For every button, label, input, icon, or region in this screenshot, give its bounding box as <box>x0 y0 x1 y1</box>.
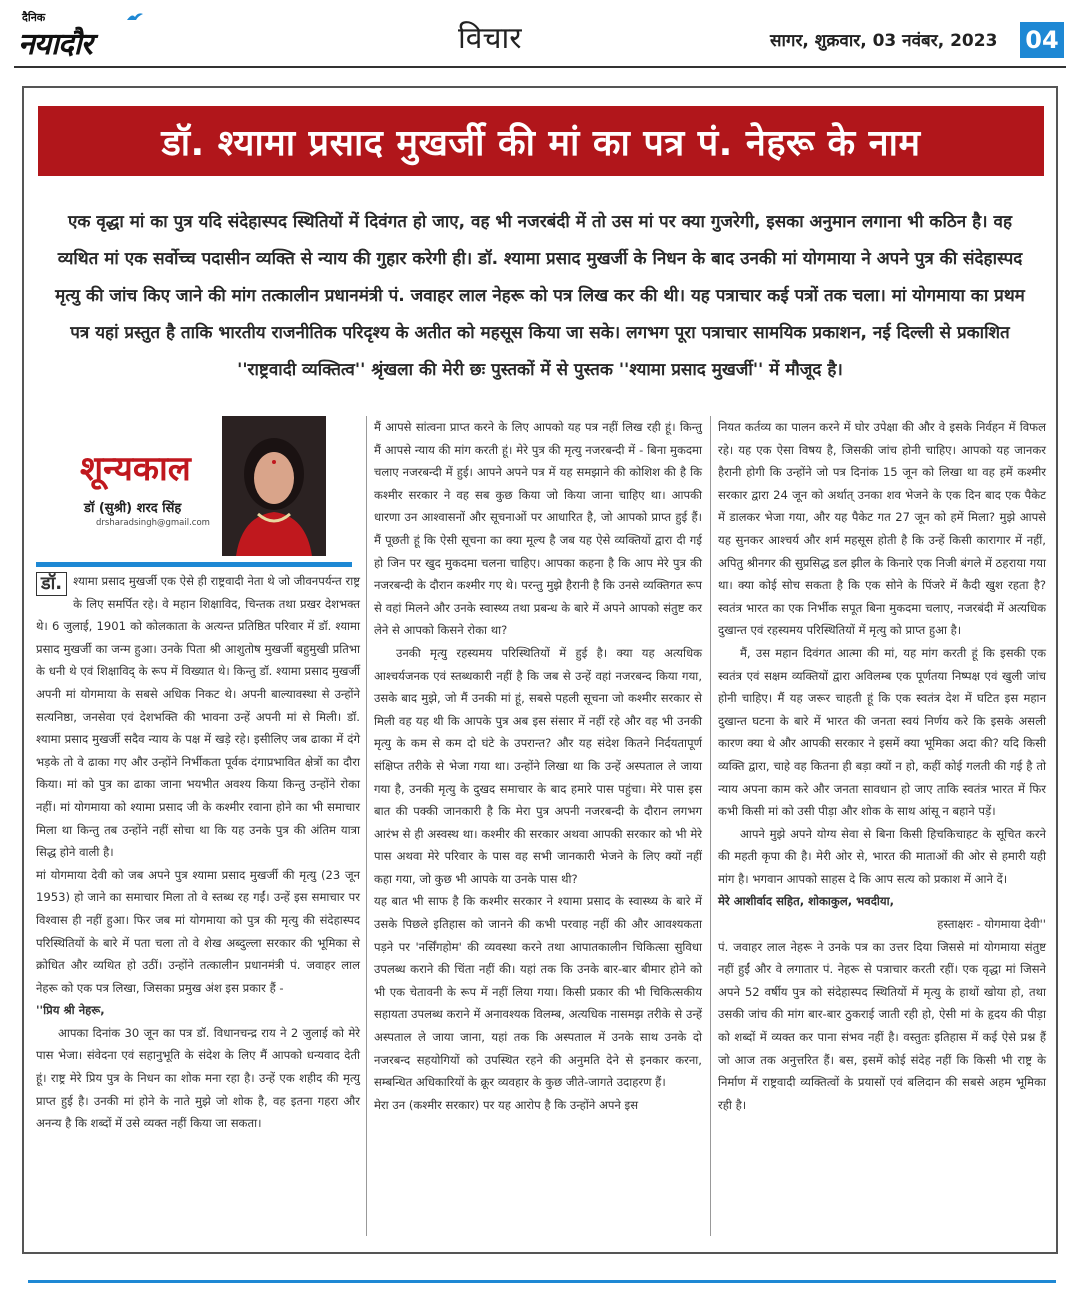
col1-paragraph-2: मां योगमाया देवी को जब अपने पुत्र श्यामा प्रसाद मुखर्जी की मृत्यु (23 जून 1953) हो जाने का समाचार मिला तो वे स्तब्ध रह गईं। उन्हें इस समाचार पर विश्वास ही नहीं हुआ। फिर जब मां योगमाया को पुत्र की मृत्यु की संदेहास्पद परिस्थितियों के बारे में पता चला तो वे शेख अब्दुल्ला सरकार की भूमिका से क्रोधित और व्यथित हो उठीं। उन्होंने तत्कालीन प्रधानमंत्री पं. जवाहर लाल नेहरू को एक पत्र लिखा, जिसका प्रमुख अंश इस प्रकार हैं - <box>36 867 360 995</box>
col2-paragraph-1: मैं आपसे सांत्वना प्राप्त करने के लिए आपको यह पत्र नहीं लिख रही हूं। किन्तु मैं आपसे न्याय की मांग करती हूं। मेरे पुत्र की मृत्यु नजरबन्दी में - बिना मुकदमा चलाए नजरबन्दी में हुई। आपने अपने पत्र में यह समझाने की कोशिश की है कि कश्मीर सरकार ने वह सब कुछ किया जो किया जाना चाहिए था। आपकी धारणा उन आश्वासनों और सूचनाओं पर आधारित है, जो आपको प्राप्त हुई हैं। मैं पूछती हूं कि ऐसी सूचना का क्या मूल्य है जब यह ऐसे व्यक्तियों द्वारा दी गई हो जिन पर खुद मुकदमा चलना चाहिए। आपका कहना है कि आप मेरे पुत्र की नजरबन्दी के दौरान कश्मीर गए थे। परन्तु मुझे हैरानी है कि उनसे व्यक्तिगत रूप से वहां मिलने और उनके स्वास्थ्य तथा प्रबन्ध के बारे में अपने आपको संतुष्ट कर लेने से आपको किसने रोका था? <box>374 420 702 638</box>
author-name: डॉ (सुश्री) शरद सिंह <box>84 501 182 516</box>
letter-signature: हस्ताक्षरः - योगमाया देवी'' <box>937 917 1046 932</box>
letter-salutation: ''प्रिय श्री नेहरू, <box>36 1003 105 1018</box>
column-name: शून्यकाल <box>80 449 191 489</box>
col3-paragraph-4: पं. जवाहर लाल नेहरू ने उनके पत्र का उत्तर दिया जिससे मां योगमाया संतुष्ट नहीं हुईं और वे लगातार पं. नेहरू से पत्राचार करती रहीं। एक वृद्धा मां जिसने अपने 52 वर्षीय पुत्र को संदेहास्पद स्थितियों में मृत्यु के हाथों खोया हो, तथा उसकी जांच की मांग बार-बार ठुकराई जाती रही हो, ऐसी मां के हृदय की पीड़ा को शब्दों में व्यक्त कर पाना संभव नहीं है। वस्तुतः इतिहास में कई ऐसे प्रश्न हैं जो आज तक अनुत्तरित हैं। बस, इसमें कोई संदेह नहीं कि किसी भी राष्ट्र के निर्माण में राष्ट्रवादी व्यक्तित्वों के प्रयासों एवं बलिदान की सबसे अहम भूमिका रही है। <box>718 939 1046 1112</box>
newspaper-logo[interactable] <box>14 10 164 60</box>
col1-paragraph-1 <box>36 570 360 864</box>
masthead-rule <box>14 66 1066 68</box>
logo-prefix: दैनिक <box>22 11 46 24</box>
col3-paragraph-3: आपने मुझे अपने योग्य सेवा से बिना किसी हिचकिचाहट के सूचित करने की महती कृपा की है। मेरी ओर से, भारत की माताओं की ओर से हमारी यही मांग है। भगवान आपको साहस दे कि आप सत्य को प्रकाश में आने दें। <box>718 826 1046 886</box>
section-title: विचार <box>458 21 522 56</box>
col1-p1-text: श्यामा प्रसाद मुखर्जी एक ऐसे ही राष्ट्रवादी नेता थे जो जीवनपर्यन्त राष्ट्र के लिए समर्पित रहे। वे महान शिक्षाविद, चिन्तक तथा प्रखर देशभक्त थे। 6 जुलाई, 1901 को कोलकाता के अत्यन्त प्रतिष्ठित परिवार में डॉ. श्यामा प्रसाद मुखर्जी का जन्म हुआ। उनके पिता श्री आशुतोष मुखर्जी बहुमुखी प्रतिभा के धनी थे एवं शिक्षाविद् के रूप में विख्यात थे। किन्तु डॉ. श्यामा प्रसाद मुखर्जी अपनी मां योगमाया के सबसे अधिक निकट थे। अपनी बाल्यावस्था से उन्होंने सत्यनिष्ठा, जनसेवा एवं देशभक्ति की भावना उन्हें अपनी मां से मिली। डॉ. श्यामा प्रसाद मुखर्जी सदैव न्याय के पक्ष में खड़े रहे। इसीलिए जब ढाका में दंगे भड़के तो वे ढाका गए और उन्होंने निर्भीकता पूर्वक दंगाप्रभावित क्षेत्रों का दौरा किया। मां को पुत्र का ढाका जाना भयभीत अवश्य किया किन्तु उन्होंने रोका नहीं। मां योगमाया को श्यामा प्रसाद जी के कश्मीर रवाना होने का भी समाचार मिला था किन्तु तब उन्होंने नहीं सोचा था कि यह उनके पुत्र की अंतिम यात्रा सिद्ध होने वाली है। <box>36 574 360 860</box>
bottom-rule <box>28 1280 1056 1283</box>
intro-paragraph: एक वृद्धा मां का पुत्र यदि संदेहास्पद स्थितियों में दिवंगत हो जाए, वह भी नजरबंदी में तो उस मां पर क्या गुजरेगी, इसका अनुमान लगाना भी कठिन है। वह व्यथित मां एक सर्वोच्च पदासीन व्यक्ति से न्याय की गुहार करेगी ही। डॉ. श्यामा प्रसाद मुखर्जी के निधन के बाद उनकी मां योगमाया ने अपने पुत्र की संदेहास्पद मृत्यु की जांच किए जाने की मांग तत्कालीन प्रधानमंत्री पं. जवाहर लाल नेहरू को पत्र लिख कर की थी। यह पत्राचार कई पत्रों तक चला। मां योगमाया का प्रथम पत्र यहां प्रस्तुत है ताकि भारतीय राजनीतिक परिदृश्य के अतीत को महसूस किया जा सके। लगभग पूरा पत्राचार सामयिक प्रकाशन, नई दिल्ली से प्रकाशित ''राष्ट्रवादी व्यक्तित्व'' श्रृंखला की मेरी छः पुस्तकों में से पुस्तक ''श्यामा प्रसाद मुखर्जी'' में मौजूद है। <box>55 212 1025 380</box>
column-byline <box>36 414 352 564</box>
column-1 <box>36 570 360 1135</box>
logo-name: नयादौर <box>18 27 92 62</box>
column-divider-1 <box>366 416 367 1236</box>
column-divider-2 <box>710 416 711 1236</box>
headline-banner <box>38 106 1044 176</box>
col2-paragraph-4: मेरा उन (कश्मीर सरकार) पर यह आरोप है कि उन्होंने अपने इस <box>374 1097 639 1112</box>
col2-paragraph-3: यह बात भी साफ है कि कश्मीर सरकार ने श्यामा प्रसाद के स्वास्थ्य के बारे में उसके पिछले इतिहास को जानने की कभी परवाह नहीं की और आवश्यकता पड़ने पर 'नर्सिंगहोम' की व्यवस्था करने तथा आपातकालीन चिकित्सा सुविधा उपलब्ध कराने की चिंता नहीं की। यहां तक कि उनके बार-बार बीमार होने को भी एक चेतावनी के रूप में नहीं लिया गया। किसी प्रकार की भी चिकित्सकीय सहायता उपलब्ध कराने में अनावश्यक विलम्ब, अत्यधिक नासमझ तरीके से उन्हें अस्पताल ले जाया जाना, यहां तक कि अस्पताल में उनके साथ उनके दो नजरबन्द सहयोगियों को उपस्थित रहने की अनुमति देने से इनकार करना, सम्बन्धित अधिकारियों के क्रूर व्यवहार के कुछ जीते-जागते उदाहरण हैं। <box>374 894 702 1090</box>
col1-paragraph-3: आपका दिनांक 30 जून का पत्र डॉ. विधानचन्द्र राय ने 2 जुलाई को मेरे पास भेजा। संवेदना एवं सहानुभूति के संदेश के लिए मैं आपको धन्यवाद देती हूं। राष्ट्र मेरे प्रिय पुत्र के निधन का शोक मना रहा है। उन्हें एक शहीद की मृत्यु प्राप्त हुई है। उनकी मां होने के नाते मुझे जो शोक है, वह इतना गहरा और अनन्य है कि शब्दों में उसे व्यक्त नहीं किया जा सकता। <box>36 1025 360 1131</box>
col3-paragraph-2: मैं, उस महान दिवंगत आत्मा की मां, यह मांग करती हूं कि इसकी एक स्वतंत्र एवं सक्षम व्यक्तियों द्वारा अविलम्ब एक पूर्णतया निष्पक्ष एवं खुली जांच होनी चाहिए। मैं यह जरूर चाहती हूं कि एक स्वतंत्र देश में घटित इस महान दुखान्त घटना के बारे में भारत की जनता स्वयं निर्णय करे कि इसके असली कारण क्या थे और आपकी सरकार ने इसमें क्या भूमिका अदा की? यदि किसी व्यक्ति द्वारा, चाहे वह कितना ही बड़ा क्यों न हो, कहीं कोई गलती की गई है तो न्याय अपना काम करे और जनता सावधान हो जाए ताकि स्वतंत्र भारत में फिर कभी किसी मां को उसी पीड़ा और शोक के साथ आंसू न बहाने पड़ें। <box>718 645 1046 819</box>
byline-underline <box>36 562 352 567</box>
col2-paragraph-2: उनकी मृत्यु रहस्यमय परिस्थितियों में हुई है। क्या यह अत्यधिक आश्चर्यजनक एवं स्तब्धकारी नहीं है कि जब से उन्हें वहां नजरबन्द किया गया, उसके बाद मुझे, जो मैं उनकी मां हूं, सबसे पहली सूचना जो कश्मीर सरकार से मिली वह यह थी कि आपके पुत्र अब इस संसार में नहीं रहे और वह भी उनकी मृत्यु के कम से कम दो घंटे के उपरान्त? और यह संदेश कितने निर्दयतापूर्ण संक्षिप्त तरीके से भेजा गया था। उन्होंने लिखा था कि उन्हें अस्पताल ले जाया गया है, उनकी मृत्यु के दुखद समाचार के बाद हमारे पास पहुंचा। मेरे पास इस बात की पक्की जानकारी है कि मेरा पुत्र अपनी नजरबन्दी के दौरान लगभग आरंभ से ही अस्वस्थ था। कश्मीर की सरकार अथवा आपकी सरकार को भी मेरे पास अथवा मेरे परिवार के पास वह सभी जानकारी भेजने के लिए क्यों नहीं कहा गया, जो कुछ भी आपके या उनके पास थी? <box>374 645 702 886</box>
column-2 <box>374 416 702 1116</box>
dateline: सागर, शुक्रवार, 03 नवंबर, 2023 <box>770 31 998 51</box>
bird-icon <box>126 12 144 22</box>
column-3 <box>718 416 1046 1116</box>
author-photo <box>222 416 326 556</box>
masthead <box>0 0 1080 70</box>
headline: डॉ. श्यामा प्रसाद मुखर्जी की मां का पत्र पं. नेहरू के नाम <box>161 122 921 164</box>
author-portrait-image <box>222 416 326 556</box>
page-number: 04 <box>1020 22 1064 58</box>
author-email[interactable]: drsharadsingh@gmail.com <box>96 518 210 528</box>
dropcap: डॉ. <box>36 572 67 596</box>
letter-closing: मेरे आशीर्वाद सहित, शोकाकुल, भवदीया, <box>718 894 895 909</box>
col3-paragraph-1: नियत कर्तव्य का पालन करने में घोर उपेक्षा की और वे इसके निर्वहन में विफल रहे। यह एक ऐसा विषय है, जिसकी जांच होनी चाहिए। आपको यह जानकर हैरानी होगी कि उन्होंने जो पत्र दिनांक 15 जून को लिखा था वह हमें कश्मीर सरकार द्वारा 24 जून को अर्थात् उनका शव भेजने के एक दिन बाद एक पैकेट में डालकर भेजा गया, और यह पैकेट गत 27 जून को हमें मिला? मुझे आपसे यह सुनकर आश्चर्य और शर्म महसूस होती है कि उन्हें किसी कारागार में नहीं, अपितु श्रीनगर की सुप्रसिद्ध डल झील के किनारे एक निजी बंगले में ठहराया गया था। क्या कोई सोच सकता है कि एक सोने के पिंजरे में कैदी खुश रहता है? स्वतंत्र भारत का एक निर्भीक सपूत बिना मुकदमा चलाए, नजरबंदी में अत्यधिक दुखान्त एवं रहस्यमय परिस्थितियों में मृत्यु को प्राप्त हुआ है। <box>718 420 1046 638</box>
